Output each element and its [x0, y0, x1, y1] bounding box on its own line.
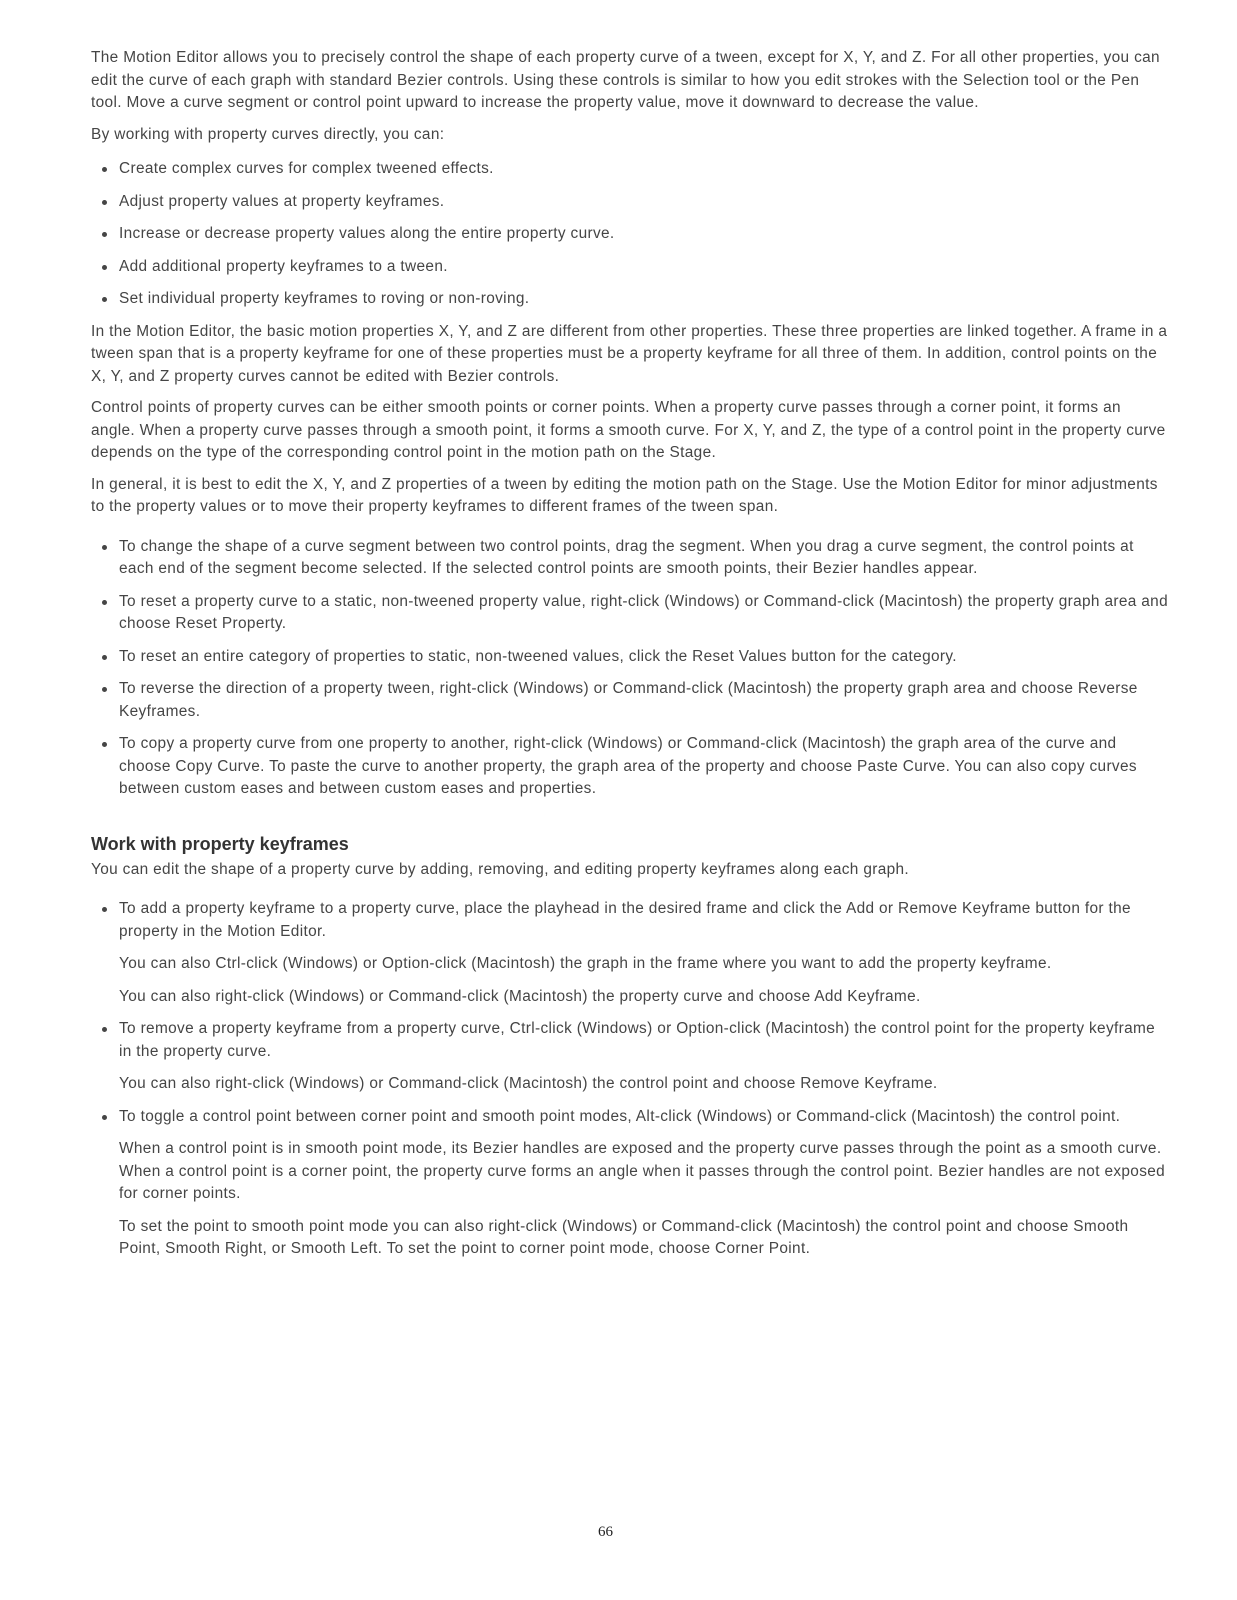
list-item: Add additional property keyframes to a tween.	[119, 256, 1169, 279]
list-item	[119, 1106, 1169, 1261]
list-item-note: You can also right-click (Windows) or Command-click (Macintosh) the property curve and choose Add Keyframe.	[119, 987, 921, 1005]
list-item: Create complex curves for complex tweened effects.	[119, 158, 1169, 181]
section-intro: You can edit the shape of a property curve by adding, removing, and editing property keyframes along each graph.	[91, 860, 910, 878]
list-item: Increase or decrease property values along the entire property curve.	[119, 223, 1169, 246]
list-item	[119, 898, 1169, 1008]
list-item: To change the shape of a curve segment between two control points, drag the segment. When you drag a curve segment, the control points at each end of the segment become selected. If the selected control points are smooth points, their Bezier handles appear.	[119, 536, 1169, 581]
body-paragraph: In general, it is best to edit the X, Y, and Z properties of a tween by editing the motion path on the Stage. Use the Motion Editor for minor adjustments to the property values or to move their property keyframes to different frames of the tween span.	[91, 475, 1158, 515]
list-item-note: You can also Ctrl-click (Windows) or Option-click (Macintosh) the graph in the frame where you want to add the property keyframe.	[119, 955, 1052, 972]
body-paragraph: In the Motion Editor, the basic motion properties X, Y, and Z are different from other properties. These three properties are linked together. A frame in a tween span that is a property keyframe for one of these properties must be a property keyframe for all three of them. In addition, control points on the X, Y, and Z property curves cannot be edited with Bezier controls.	[91, 322, 1168, 385]
document-page	[91, 47, 1169, 1271]
intro-paragraph: The Motion Editor allows you to precisely control the shape of each property curve of a tween, except for X, Y, and Z. For all other properties, you can edit the curve of each graph with standard Bezier controls. Using these controls is similar to how you edit strokes with the Selection tool or the Pen tool. Move a curve segment or control point upward to increase the property value, move it downward to decrease the value.	[91, 49, 1160, 111]
section-heading: Work with property keyframes	[91, 833, 349, 854]
list-item: To reset an entire category of properties to static, non-tweened values, click the Reset Values button for the category.	[119, 646, 1169, 669]
list-item-note: To set the point to smooth point mode you can also right-click (Windows) or Command-click (Macintosh) the control point and choose Smooth Point, Smooth Right, or Smooth Left. To set the point to corner point mode, choose Corner Point.	[119, 1217, 1129, 1257]
list-item-text: To add a property keyframe to a property curve, place the playhead in the desired frame and click the Add or Remove Keyframe button for the property in the Motion Editor.	[119, 900, 1131, 940]
list-item-text: To remove a property keyframe from a property curve, Ctrl-click (Windows) or Option-click (Macintosh) the control point for the property keyframe in the property curve.	[119, 1020, 1156, 1060]
list-item-note: When a control point is in smooth point mode, its Bezier handles are exposed and the property curve passes through the point as a smooth curve. When a control point is a corner point, the property curve forms an angle when it passes through the control point. Bezier handles are not exposed for corner points.	[119, 1140, 1166, 1202]
keyframe-tasks-list	[91, 898, 1169, 1261]
list-item-text: To toggle a control point between corner point and smooth point modes, Alt-click (Windows) or Command-click (Macintosh) the control point.	[119, 1107, 1121, 1125]
page-number: 66	[598, 1524, 613, 1540]
list-item: To reset a property curve to a static, non-tweened property value, right-click (Windows) or Command-click (Macintosh) the property graph area and choose Reset Property.	[119, 591, 1169, 636]
list-item: To copy a property curve from one property to another, right-click (Windows) or Command-click (Macintosh) the graph area of the curve and choose Copy Curve. To paste the curve to another property, the graph area of the property and choose Paste Curve. You can also copy curves between custom eases and between custom eases and properties.	[119, 733, 1169, 801]
curve-tasks-list	[91, 536, 1169, 801]
abilities-list	[91, 158, 1169, 311]
list-item: Adjust property values at property keyframes.	[119, 191, 1169, 214]
list-item: Set individual property keyframes to roving or non-roving.	[119, 288, 1169, 311]
list-item	[119, 1018, 1169, 1096]
list-item: To reverse the direction of a property tween, right-click (Windows) or Command-click (Macintosh) the property graph area and choose Reverse Keyframes.	[119, 678, 1169, 723]
body-paragraph: Control points of property curves can be either smooth points or corner points. When a property curve passes through a corner point, it forms an angle. When a property curve passes through a smooth point, it forms a smooth curve. For X, Y, and Z, the type of a control point in the property curve depends on the type of the corresponding control point in the motion path on the Stage.	[91, 399, 1166, 461]
intro-paragraph: By working with property curves directly, you can:	[91, 125, 445, 143]
list-item-note: You can also right-click (Windows) or Command-click (Macintosh) the control point and choose Remove Keyframe.	[119, 1075, 938, 1092]
